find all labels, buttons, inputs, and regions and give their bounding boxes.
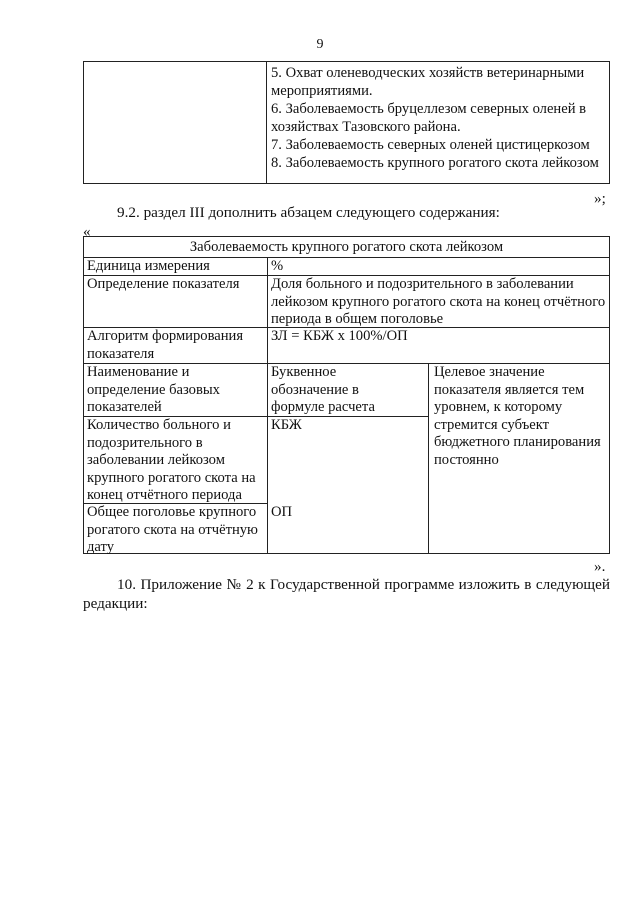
page-number: 9 (316, 37, 324, 52)
list-item: 6. Заболеваемость бруцеллезом северных оленей в хозяйствах Тазовского района. (271, 101, 587, 135)
indicators-list-table (83, 61, 610, 184)
definition-label: Определение показателя (87, 276, 240, 292)
base-indicator-symbol: ОП (271, 504, 293, 520)
list-item: 7. Заболеваемость северных оленей цистицеркозом (271, 137, 590, 153)
base-indicator-label: Количество больного и подозрительного в заболевании лейкозом крупного рогатого скота на конец отчётного периода (87, 417, 256, 503)
target-value-note: Целевое значение показателя является тем уровнем, к которому стремится субъект бюджетного планирования постоянно (434, 364, 601, 468)
base-indicators-label: Наименование и определение базовых показателей (87, 364, 220, 415)
indicator-passport-table (83, 236, 610, 554)
list-item: 5. Охват оленеводческих хозяйств ветеринарными мероприятиями. (271, 65, 585, 99)
paragraph-9-2: 9.2. раздел III дополнить абзацем следующего содержания: (117, 204, 500, 221)
definition-value: Доля больного и подозрительного в заболевании лейкозом крупного рогатого скота на конец отчётного периода в общем поголовье (271, 276, 606, 327)
table-title: Заболеваемость крупного рогатого скота лейкозом (189, 239, 504, 255)
base-indicator-symbol: КБЖ (271, 417, 302, 433)
paragraph-10: 10. Приложение № 2 к Государственной программе изложить в следующей редакции: (83, 576, 610, 612)
opening-quote: « (83, 223, 91, 240)
unit-label: Единица измерения (87, 258, 210, 274)
closing-quote: ». (594, 558, 606, 575)
algorithm-formula: ЗЛ = КБЖ х 100%/ОП (271, 328, 408, 344)
closing-quote: »; (594, 190, 606, 207)
unit-value: % (271, 258, 284, 274)
table-column-divider (266, 62, 267, 183)
list-item: 8. Заболеваемость крупного рогатого скота лейкозом (271, 155, 599, 171)
algorithm-label: Алгоритм формирования показателя (87, 328, 244, 362)
indicators-list (271, 64, 605, 172)
base-indicator-label: Общее поголовье крупного рогатого скота на отчётную дату (87, 504, 258, 555)
symbol-header: Буквенное обозначение в формуле расчета (271, 364, 375, 415)
